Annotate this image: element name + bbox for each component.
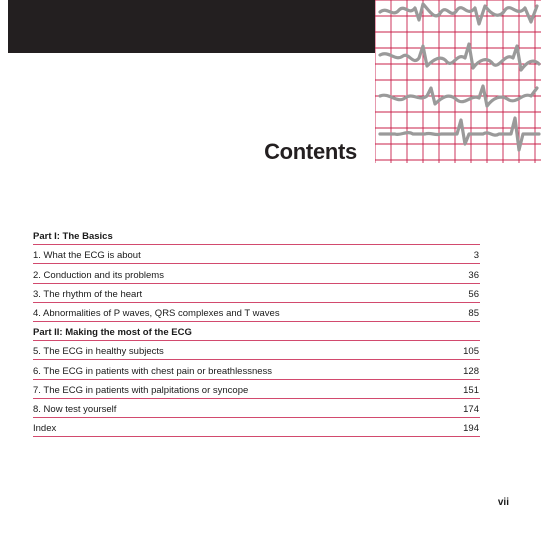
page-title: Contents: [264, 139, 357, 164]
toc-entry-page: 85: [468, 307, 479, 319]
toc-entry-page: 56: [468, 288, 479, 300]
toc-entry[interactable]: [33, 380, 480, 399]
toc-part-heading[interactable]: [33, 322, 480, 341]
toc-entry-page: 174: [463, 403, 479, 415]
toc-entry-page: 3: [473, 250, 479, 262]
toc-part-heading[interactable]: [33, 226, 480, 245]
toc-entry-page: 128: [463, 365, 479, 377]
toc-entry-label: 2. Conduction and its problems: [33, 269, 164, 281]
page-number: vii: [497, 497, 509, 508]
toc-entry[interactable]: [33, 341, 480, 360]
toc-entry-page: 105: [463, 346, 479, 358]
toc-entry-label: 6. The ECG in patients with chest pain or breathlessness: [33, 365, 273, 377]
toc-entry-label: 7. The ECG in patients with palpitations or syncope: [33, 384, 249, 396]
table-of-contents: [33, 226, 480, 437]
toc-entry[interactable]: [33, 418, 480, 437]
toc-entry-label: Index: [33, 423, 57, 435]
toc-entry[interactable]: [33, 303, 480, 322]
toc-entry[interactable]: [33, 284, 480, 303]
toc-entry-page: 151: [463, 384, 479, 396]
toc-entry-page: 194: [463, 423, 479, 435]
toc-entry-label: 4. Abnormalities of P waves, QRS complexes and T waves: [33, 307, 280, 319]
toc-entry-label: 1. What the ECG is about: [33, 250, 141, 262]
toc-entry[interactable]: [33, 399, 480, 418]
toc-entry-label: 5. The ECG in healthy subjects: [33, 346, 164, 358]
toc-entry[interactable]: [33, 264, 480, 283]
ecg-strip-illustration: [375, 0, 541, 163]
toc-entry[interactable]: [33, 245, 480, 264]
toc-entry-label: 3. The rhythm of the heart: [33, 288, 143, 300]
toc-entry-page: 36: [468, 269, 479, 281]
toc-entry-label: 8. Now test yourself: [33, 403, 117, 415]
toc-entry[interactable]: [33, 360, 480, 379]
toc-entry-label: Part II: Making the most of the ECG: [33, 327, 192, 339]
toc-entry-label: Part I: The Basics: [33, 231, 113, 243]
